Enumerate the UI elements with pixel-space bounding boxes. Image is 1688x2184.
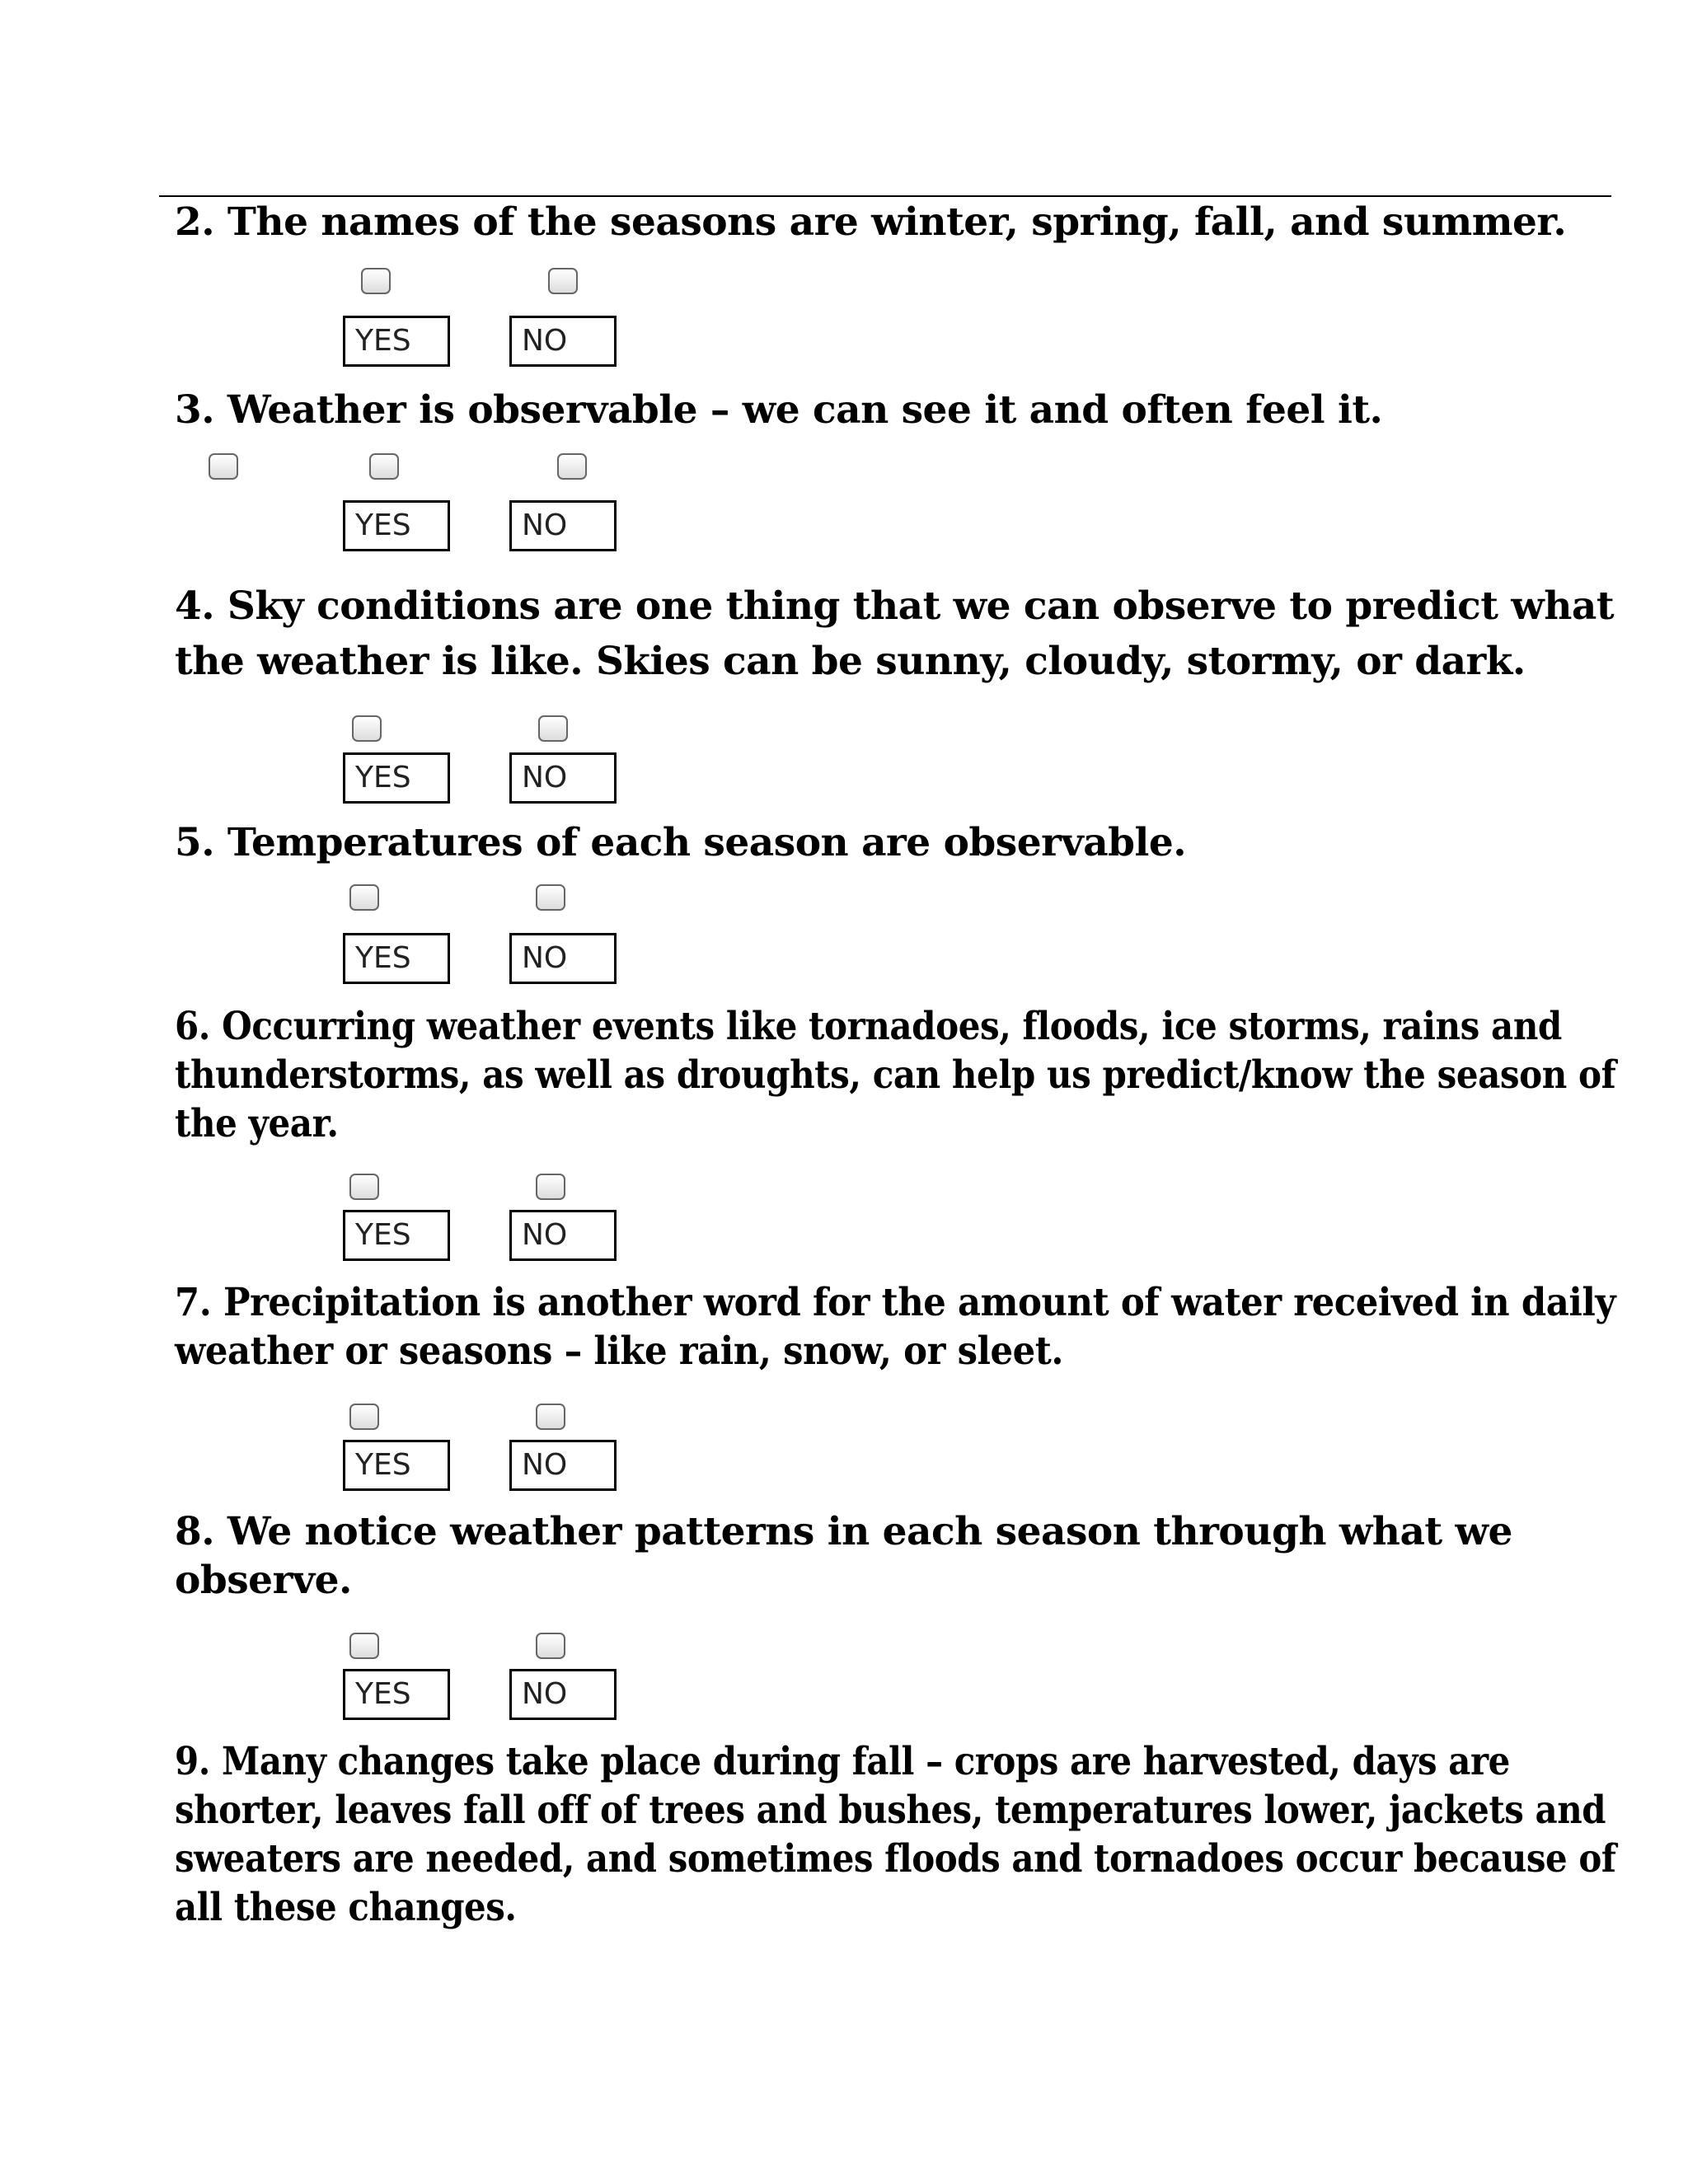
question-6-line: thunderstorms, as well as droughts, can help us predict/know the season of [175,1052,1616,1098]
question-9-text [175,1737,1688,1932]
question-8-no-label: NO [509,1669,617,1720]
question-5-yes-label: YES [343,933,450,984]
question-3-no-label: NO [509,500,617,551]
question-3-yes-label: YES [343,500,450,551]
question-7-no-label: NO [509,1440,617,1491]
question-7-yes-label: YES [343,1440,450,1491]
question-9-line: shorter, leaves fall off of trees and bushes, temperatures lower, jackets and [175,1788,1606,1833]
question-2-text [175,198,1566,246]
question-5-no-checkbox[interactable] [536,884,565,911]
question-6-yes-checkbox[interactable] [349,1174,379,1200]
question-3-text [175,386,1382,434]
question-7-text [175,1278,1688,1376]
question-3-line: 3. Weather is observable – we can see it and often feel it. [175,387,1383,433]
question-9-line: sweaters are needed, and sometimes floods and tornadoes occur because of [175,1836,1616,1882]
question-4-text [175,582,1614,686]
question-9-line: 9. Many changes take place during fall – crops are harvested, days are [175,1739,1510,1784]
question-4-line: the weather is like. Skies can be sunny, cloudy, stormy, or dark. [175,639,1526,684]
question-5-line: 5. Temperatures of each season are observable. [175,820,1187,865]
question-2-line: 2. The names of the seasons are winter, spring, fall, and summer. [175,199,1567,245]
question-4-no-checkbox[interactable] [538,715,568,742]
question-4-line: 4. Sky conditions are one thing that we can observe to predict what [175,583,1615,629]
question-2-no-label: NO [509,316,617,367]
question-8-yes-label: YES [343,1669,450,1720]
question-8-yes-checkbox[interactable] [349,1633,379,1659]
question-6-text [175,1002,1688,1148]
question-9-line: all these changes. [175,1885,517,1930]
question-4-yes-label: YES [343,752,450,804]
question-5-text [175,818,1186,867]
question-6-line: 6. Occurring weather events like tornadoes, floods, ice storms, rains and [175,1004,1562,1049]
question-3-no-checkbox[interactable] [557,453,587,480]
question-3-yes-checkbox[interactable] [369,453,399,480]
question-6-line: the year. [175,1101,339,1146]
question-8-no-checkbox[interactable] [536,1633,565,1659]
question-8-line: observe. [175,1558,352,1603]
question-2-yes-checkbox[interactable] [361,268,391,294]
question-2-yes-label: YES [343,316,450,367]
question-3-extra-checkbox[interactable] [209,453,238,480]
question-6-no-label: NO [509,1210,617,1261]
question-6-no-checkbox[interactable] [536,1174,565,1200]
question-6-yes-label: YES [343,1210,450,1261]
question-4-no-label: NO [509,752,617,804]
question-5-no-label: NO [509,933,617,984]
question-7-line: weather or seasons – like rain, snow, or sleet. [175,1329,1064,1374]
question-7-yes-checkbox[interactable] [349,1404,379,1430]
question-7-line: 7. Precipitation is another word for the amount of water received in daily [175,1280,1616,1325]
question-5-yes-checkbox[interactable] [349,884,379,911]
question-4-yes-checkbox[interactable] [352,715,382,742]
question-8-text [175,1507,1512,1605]
question-2-no-checkbox[interactable] [548,268,578,294]
question-7-no-checkbox[interactable] [536,1404,565,1430]
top-divider [159,195,1611,197]
question-8-line: 8. We notice weather patterns in each season through what we [175,1509,1512,1554]
